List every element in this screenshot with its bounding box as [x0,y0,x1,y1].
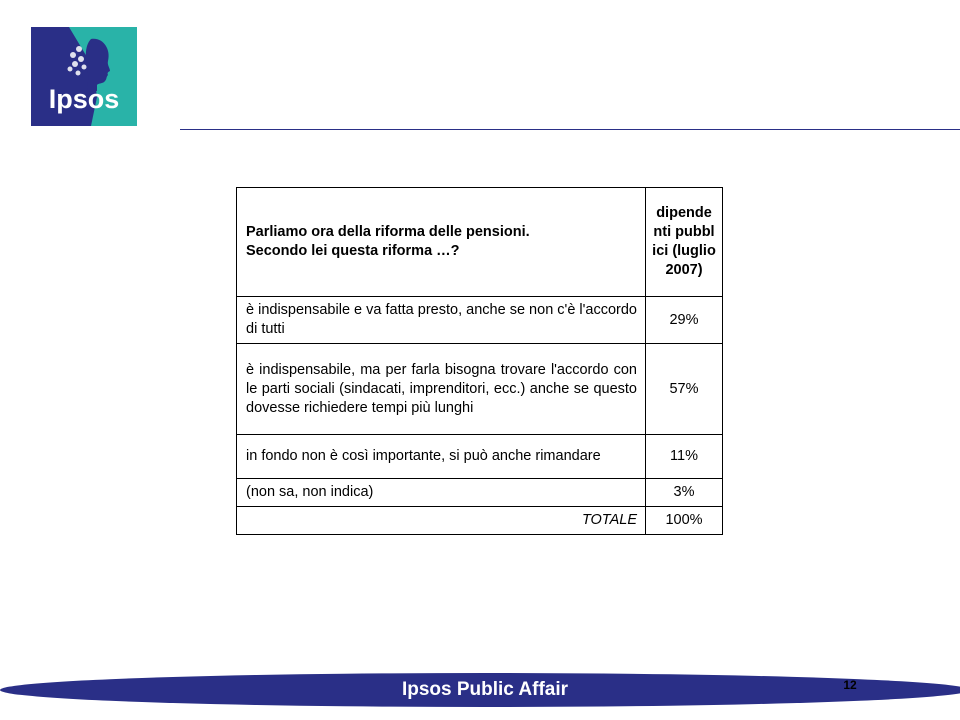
survey-table [236,187,723,535]
page-number: 12 [843,678,857,692]
question-cell [237,188,646,297]
question-line-2: Secondo lei questa riforma …? [246,243,460,259]
value-cell: 11% [646,435,723,479]
table-row [237,435,723,479]
question-line-1: Parliamo ora della riforma delle pensioni. [246,224,530,240]
ipsos-logo [31,27,137,126]
footer-title: Ipsos Public Affair [401,679,569,700]
table-row [237,479,723,507]
total-row [237,507,723,535]
value-cell: 29% [646,297,723,344]
column-header: dipendenti pubblici (luglio 2007) [646,188,723,297]
total-value: 100% [646,507,723,535]
answer-cell: è indispensabile, ma per farla bisogna trovare l'accordo con le parti sociali (sindacati, imprenditori, ecc.) anche se questo dovesse richiedere tempi più lunghi [237,344,646,435]
table-row [237,344,723,435]
value-cell: 3% [646,479,723,507]
table-row [237,297,723,344]
logo-wordmark: Ipsos [48,84,120,114]
answer-cell: in fondo non è così importante, si può anche rimandare [237,435,646,479]
answer-cell: è indispensabile e va fatta presto, anche se non c'è l'accordo di tutti [237,297,646,344]
total-label: TOTALE [237,507,646,535]
table-header-row [237,188,723,297]
value-cell: 57% [646,344,723,435]
answer-cell: (non sa, non indica) [237,479,646,507]
header-rule [180,129,960,130]
